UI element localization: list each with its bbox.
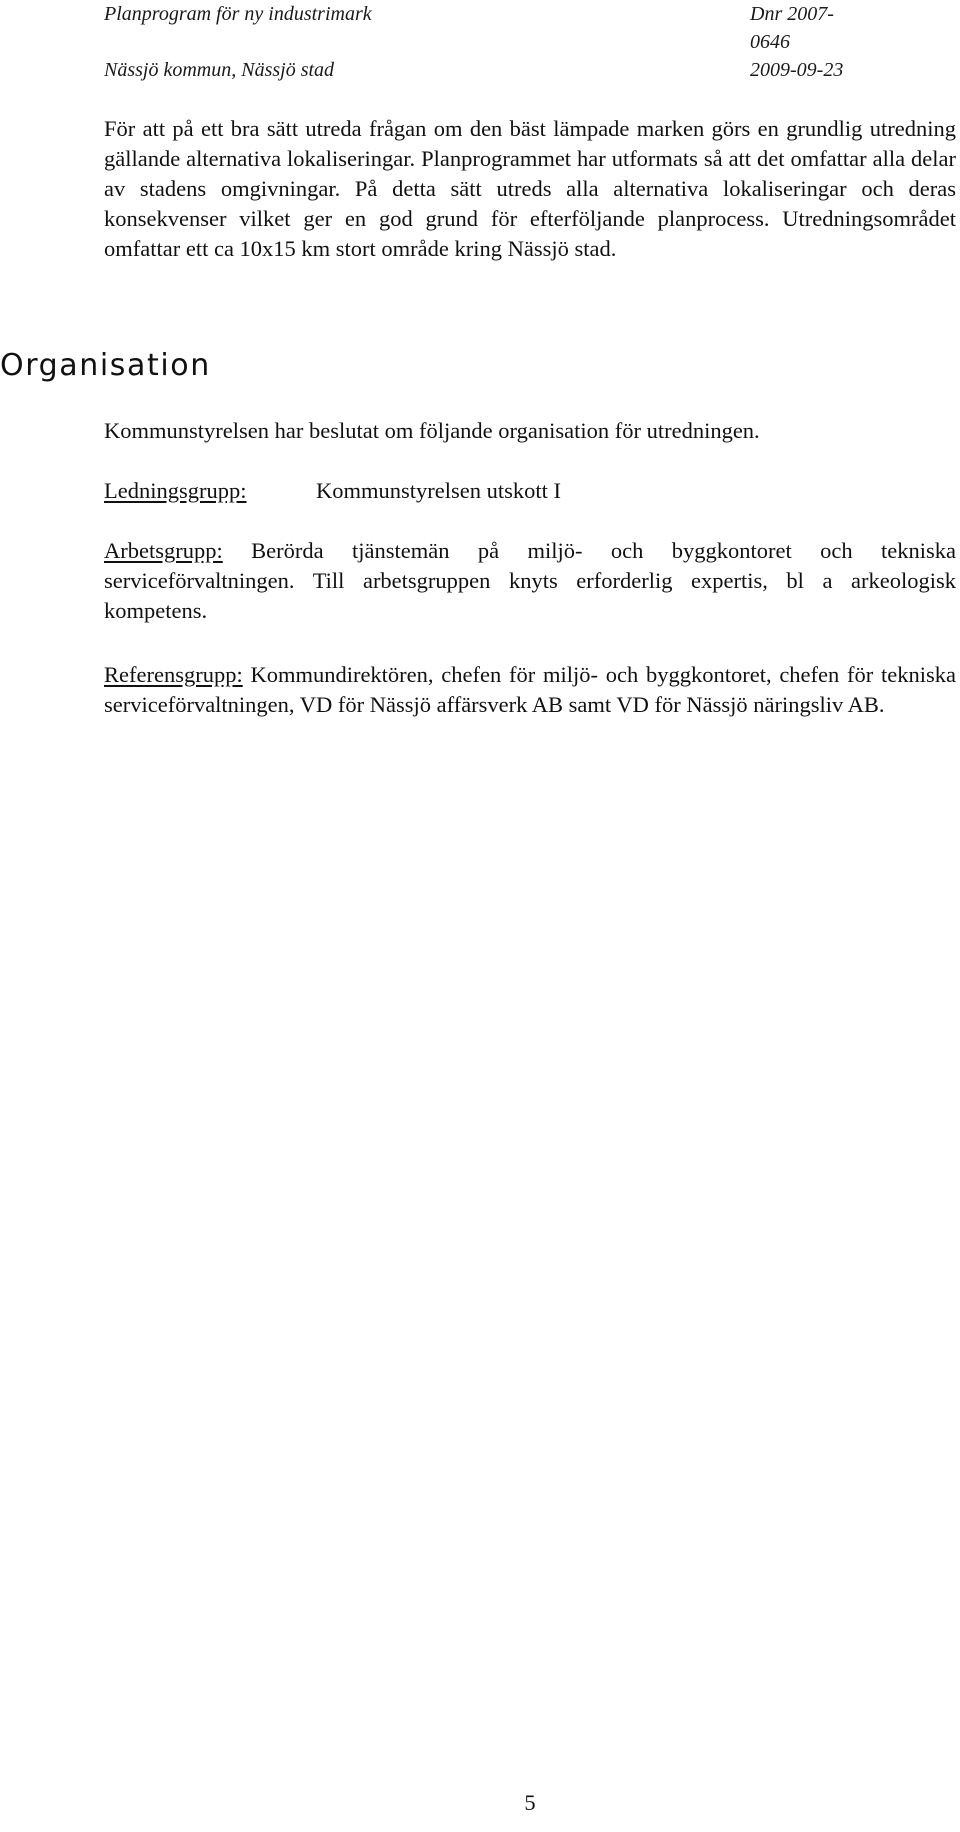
arbetsgrupp-paragraph (104, 536, 956, 626)
header-row-2 (104, 56, 856, 84)
header-row-1 (104, 0, 856, 56)
section-heading-organisation: Organisation (0, 348, 211, 383)
document-date: 2009-09-23 (750, 59, 844, 81)
page-header (104, 0, 856, 84)
ledningsgrupp-label: Ledningsgrupp: (104, 478, 247, 503)
arbetsgrupp-text: Berörda tjänstemän på miljö- och byggkontoret och tekniska serviceförvaltningen. Till arbetsgruppen knyts erforderlig expertis, bl a arkeologisk kompetens. (104, 538, 956, 623)
referensgrupp-label: Referensgrupp: (104, 662, 243, 687)
arbetsgrupp-label: Arbetsgrupp: (104, 538, 223, 563)
document-title: Planprogram för ny industrimark (104, 3, 372, 25)
intro-paragraph: För att på ett bra sätt utreda frågan om den bäst lämpade marken görs en grundlig utredning gällande alternativa lokaliseringar. Planprogrammet har utformats så att det omfattar alla delar av stadens omgivningar. På detta sätt utreds alla alternativa lokaliseringar och deras konsekvenser vilket ger en god grund för efterföljande planprocess. Utredningsområdet omfattar ett ca 10x15 km stort område kring Nässjö stad. (104, 116, 956, 261)
ledningsgrupp-row (104, 476, 561, 506)
ledningsgrupp-text: Kommunstyrelsen utskott I (316, 478, 561, 503)
referensgrupp-text: Kommundirektören, chefen för miljö- och byggkontoret, chefen för tekniska serviceförvaltningen, VD för Nässjö affärsverk AB samt VD för Nässjö näringsliv AB. (104, 662, 956, 717)
referensgrupp-paragraph (104, 660, 956, 720)
page-number: 5 (524, 1790, 536, 1815)
document-municipality: Nässjö kommun, Nässjö stad (104, 59, 335, 81)
organisation-intro: Kommunstyrelsen har beslutat om följande organisation för utredningen. (104, 418, 760, 443)
document-dnr: Dnr 2007-0646 (750, 3, 834, 53)
